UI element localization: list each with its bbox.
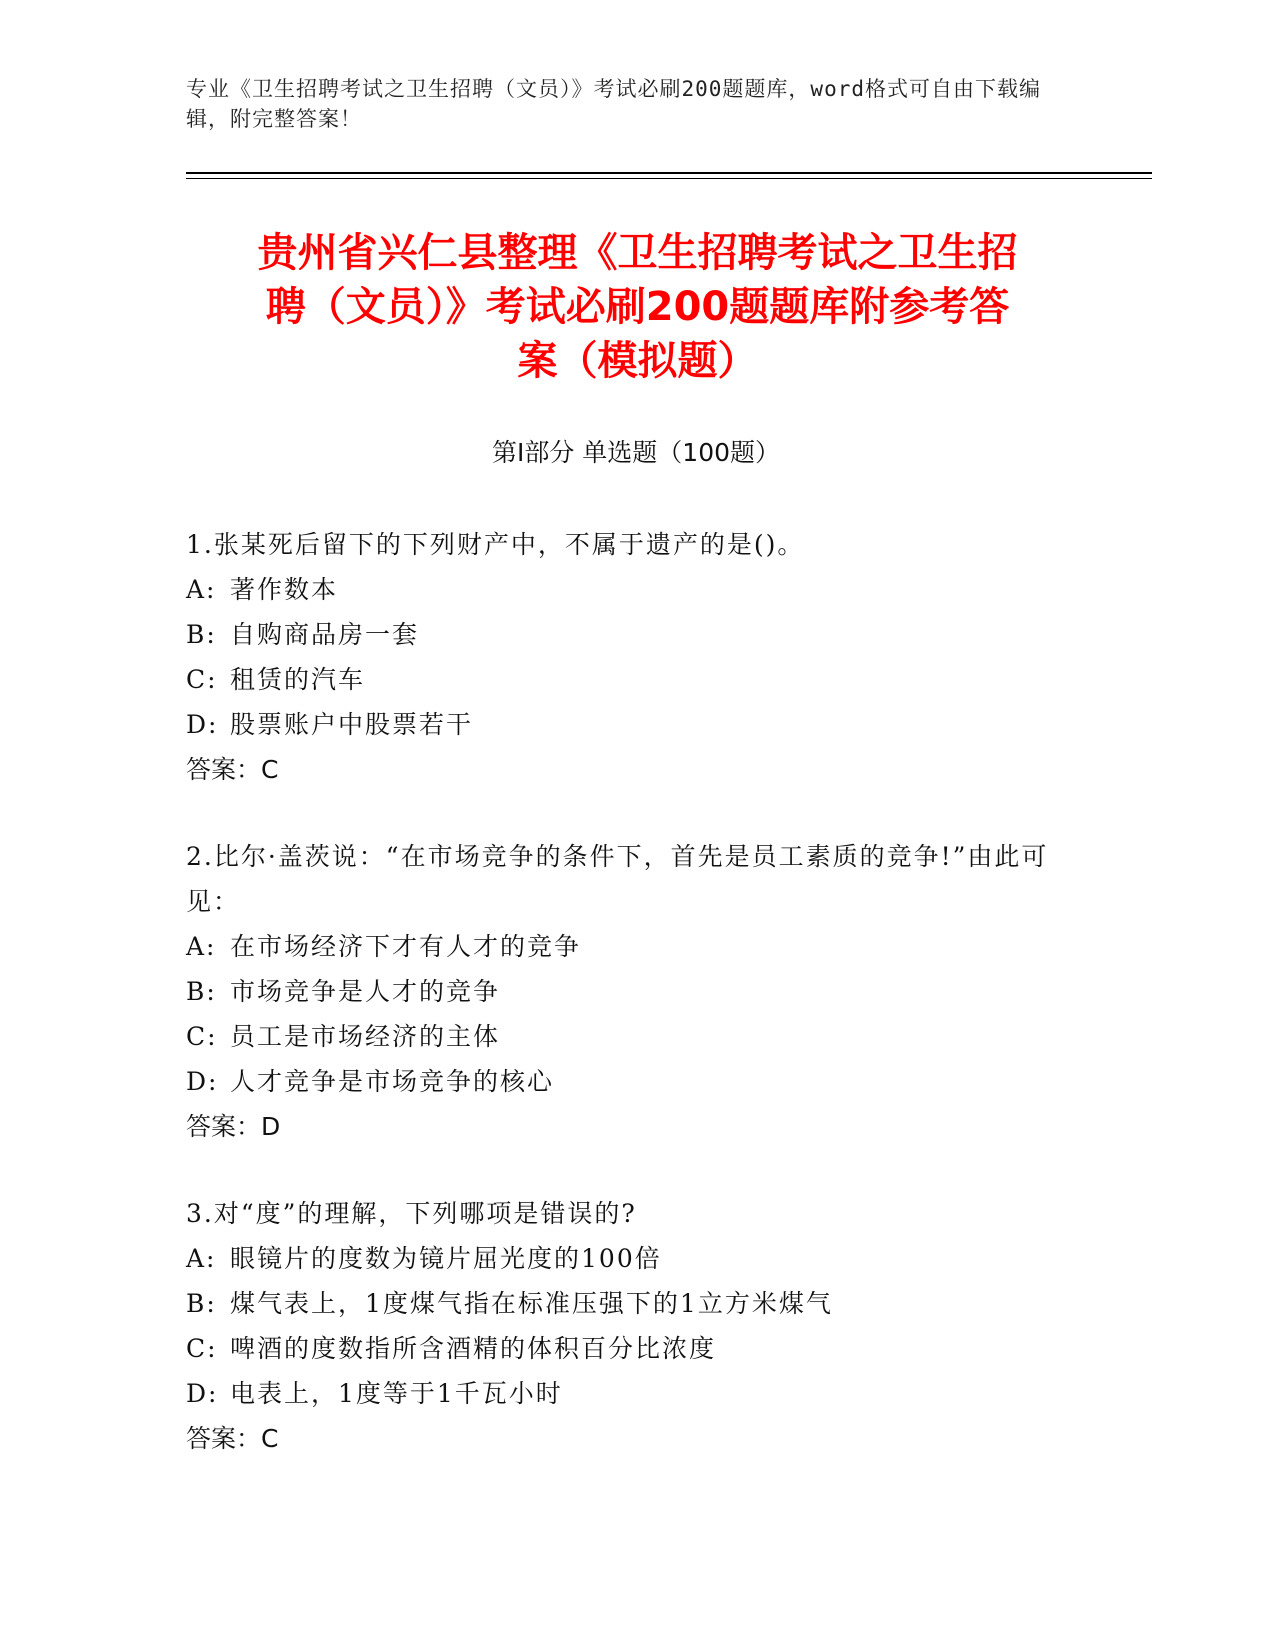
question-option	[186, 567, 1086, 612]
question-stem: 3.对“度”的理解，下列哪项是错误的?	[186, 1199, 637, 1228]
option-text: 租赁的汽车	[230, 665, 366, 694]
option-key: C:	[186, 665, 218, 694]
header-rule-thick	[186, 172, 1152, 174]
option-text: 市场竞争是人才的竞争	[230, 977, 501, 1006]
option-key: D:	[186, 1067, 219, 1096]
section-title: 第Ⅰ部分 单选题（100题）	[491, 438, 781, 467]
title-line-2: 聘（文员）》考试必刷200题题库附参考答	[265, 284, 1010, 330]
option-text: 股票账户中股票若干	[230, 710, 474, 739]
option-key: D:	[186, 1379, 219, 1408]
option-text: 眼镜片的度数为镜片屈光度的100倍	[230, 1244, 662, 1273]
question-item	[186, 834, 1086, 1149]
question-option	[186, 1326, 1086, 1371]
option-key: B:	[186, 1289, 217, 1318]
header-rule-thin	[186, 178, 1152, 179]
option-key: C:	[186, 1334, 218, 1363]
question-answer: 答案：C	[186, 755, 279, 784]
header-note: 专业《卫生招聘考试之卫生招聘（文员）》考试必刷200题题库，word格式可自由下载编辑，附完整答案！	[186, 77, 1041, 131]
question-stem: 2.比尔·盖茨说：“在市场竞争的条件下，首先是员工素质的竞争!”由此可见：	[186, 842, 1049, 916]
question-option	[186, 1059, 1086, 1104]
option-key: A:	[186, 575, 217, 604]
title-line-1: 贵州省兴仁县整理《卫生招聘考试之卫生招	[257, 230, 1018, 276]
question-option	[186, 1014, 1086, 1059]
question-option	[186, 702, 1086, 747]
option-key: A:	[186, 932, 217, 961]
option-text: 人才竞争是市场竞争的核心	[230, 1067, 555, 1096]
option-text: 员工是市场经济的主体	[230, 1022, 501, 1051]
option-text: 自购商品房一套	[230, 620, 420, 649]
question-answer: 答案：D	[186, 1112, 281, 1141]
option-text: 在市场经济下才有人才的竞争	[230, 932, 582, 961]
question-option	[186, 924, 1086, 969]
question-answer: 答案：C	[186, 1424, 279, 1453]
question-option	[186, 969, 1086, 1014]
question-stem: 1.张某死后留下的下列财产中，不属于遗产的是()。	[186, 530, 805, 559]
question-option	[186, 1371, 1086, 1416]
option-text: 著作数本	[230, 575, 339, 604]
option-key: C:	[186, 1022, 218, 1051]
option-text: 电表上，1度等于1千瓦小时	[230, 1379, 563, 1408]
question-option	[186, 1281, 1086, 1326]
title-line-3: 案（模拟题）	[517, 338, 758, 384]
option-key: B:	[186, 620, 217, 649]
question-option	[186, 612, 1086, 657]
question-item	[186, 522, 1086, 792]
option-key: B:	[186, 977, 217, 1006]
question-item	[186, 1191, 1086, 1461]
option-text: 啤酒的度数指所含酒精的体积百分比浓度	[230, 1334, 717, 1363]
question-option	[186, 657, 1086, 702]
option-key: A:	[186, 1244, 217, 1273]
question-list	[186, 522, 1086, 1503]
option-key: D:	[186, 710, 219, 739]
question-option	[186, 1236, 1086, 1281]
document-title	[190, 226, 1085, 388]
option-text: 煤气表上，1度煤气指在标准压强下的1立方米煤气	[230, 1289, 833, 1318]
